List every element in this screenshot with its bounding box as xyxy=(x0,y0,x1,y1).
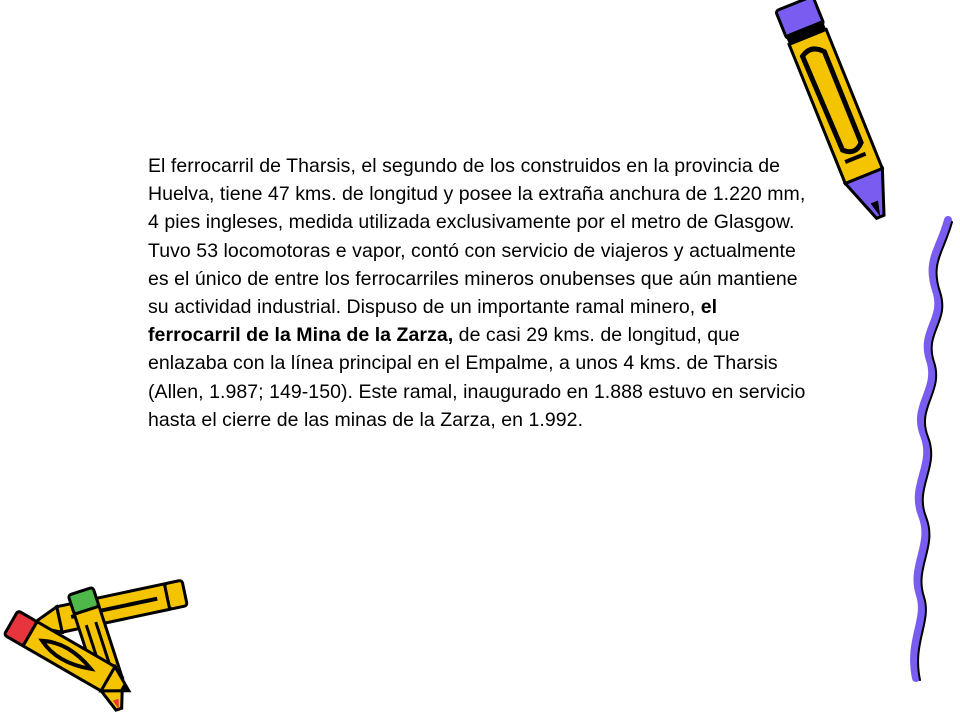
pencil-pair-icon xyxy=(0,578,200,718)
paragraph-bold-text: el ferrocarril de la Mina de la Zarza, xyxy=(148,296,718,347)
body-paragraph xyxy=(148,152,813,434)
wavy-line-decoration xyxy=(900,220,960,680)
paragraph-text-start: El ferrocarril de Tharsis, el segundo de los construidos en la provincia de Huelva, tiene 47 kms. de longitud y posee la extraña anchura de 1.220 mm, 4 pies ingleses, medida utilizada exclusivamente por el metro de Glasgow. Tuvo 53 locomotoras e vapor, contó con servicio de viajeros y actualmente es el único de entre los ferrocarriles mineros onubenses que aún mantiene su actividad industrial. Dispuso de un importante ramal minero, xyxy=(148,155,806,319)
paragraph-text-end: de casi 29 kms. de longitud, que enlazaba con la línea principal en el Empalme, a unos 4 kms. de Tharsis (Allen, 1.987; 149-150). Este ramal, inaugurado en 1.888 estuvo en servicio hasta el cierre de las minas de la Zarza, en 1.992. xyxy=(148,324,806,431)
pencil-icon xyxy=(795,0,895,230)
